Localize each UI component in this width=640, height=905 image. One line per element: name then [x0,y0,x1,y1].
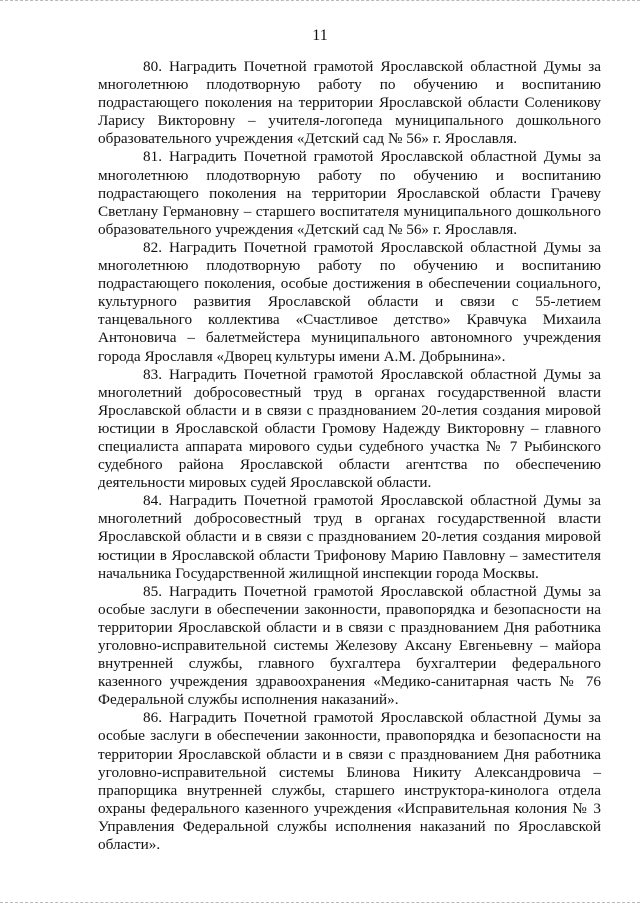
paragraph-item-81: 81. Наградить Почетной грамотой Ярославской областной Думы за многолетнюю плодотворную работу по обучению и воспитанию подрастающего поколения на территории Ярославской области Грачеву Светлану Германовну – старшего воспитателя муниципального дошкольного образовательного учреждения «Детский сад № 56» г. Ярославля. [98,148,601,238]
paragraph-item-80: 80. Наградить Почетной грамотой Ярославской областной Думы за многолетнюю плодотворную работу по обучению и воспитанию подрастающего поколения на территории Ярославской области Соленикову Ларису Викторовну – учителя-логопеда муниципального дошкольного образовательного учреждения «Детский сад № 56» г. Ярославля. [98,58,601,148]
bottom-scan-edge [0,902,640,904]
document-body [98,58,601,854]
paragraph-item-84: 84. Наградить Почетной грамотой Ярославской областной Думы за многолетний добросовестный труд в органах государственной власти Ярославской области и в связи с празднованием 20-летия создания мировой юстиции в Ярославской области Трифонову Марию Павловну – заместителя начальника Государственной жилищной инспекции города Москвы. [98,492,601,582]
paragraph-item-83: 83. Наградить Почетной грамотой Ярославской областной Думы за многолетний добросовестный труд в органах государственной власти Ярославской области и в связи с празднованием 20-летия создания мировой юстиции в Ярославской области Громову Надежду Викторовну – главного специалиста аппарата мирового судьи судебного участка № 7 Рыбинского судебного района Ярославской области агентства по обеспечению деятельности мировых судей Ярославской области. [98,365,601,492]
paragraph-item-85: 85. Наградить Почетной грамотой Ярославской областной Думы за особые заслуги в обеспечении законности, правопорядка и безопасности на территории Ярославской области и в связи с празднованием Дня работника уголовно-исправительной системы Железову Аксану Евгеньевну – майора внутренней службы, главного бухгалтера бухгалтерии федерального казенного учреждения здравоохранения «Медико-санитарная часть № 76 Федеральной службы исполнения наказаний». [98,582,601,709]
top-scan-edge [0,0,640,2]
paragraph-item-82: 82. Наградить Почетной грамотой Ярославской областной Думы за многолетнюю плодотворную работу по обучению и воспитанию подрастающего поколения, особые достижения в обеспечении социального, культурного развития Ярославской области и связи с 55-летием танцевального коллектива «Счастливое детство» Кравчука Михаила Антоновича – балетмейстера муниципального автономного учреждения города Ярославля «Дворец культуры имени А.М. Добрынина». [98,238,601,365]
page-number: 11 [312,27,328,44]
paragraph-item-86: 86. Наградить Почетной грамотой Ярославской областной Думы за особые заслуги в обеспечении законности, правопорядка и безопасности на территории Ярославской области и в связи с празднованием Дня работника уголовно-исправительной системы Блинова Никиту Александровича – прапорщика внутренней службы, старшего инструктора-кинолога отдела охраны федерального казенного учреждения «Исправительная колония № 3 Управления Федеральной службы исполнения наказаний по Ярославской области». [98,709,601,854]
